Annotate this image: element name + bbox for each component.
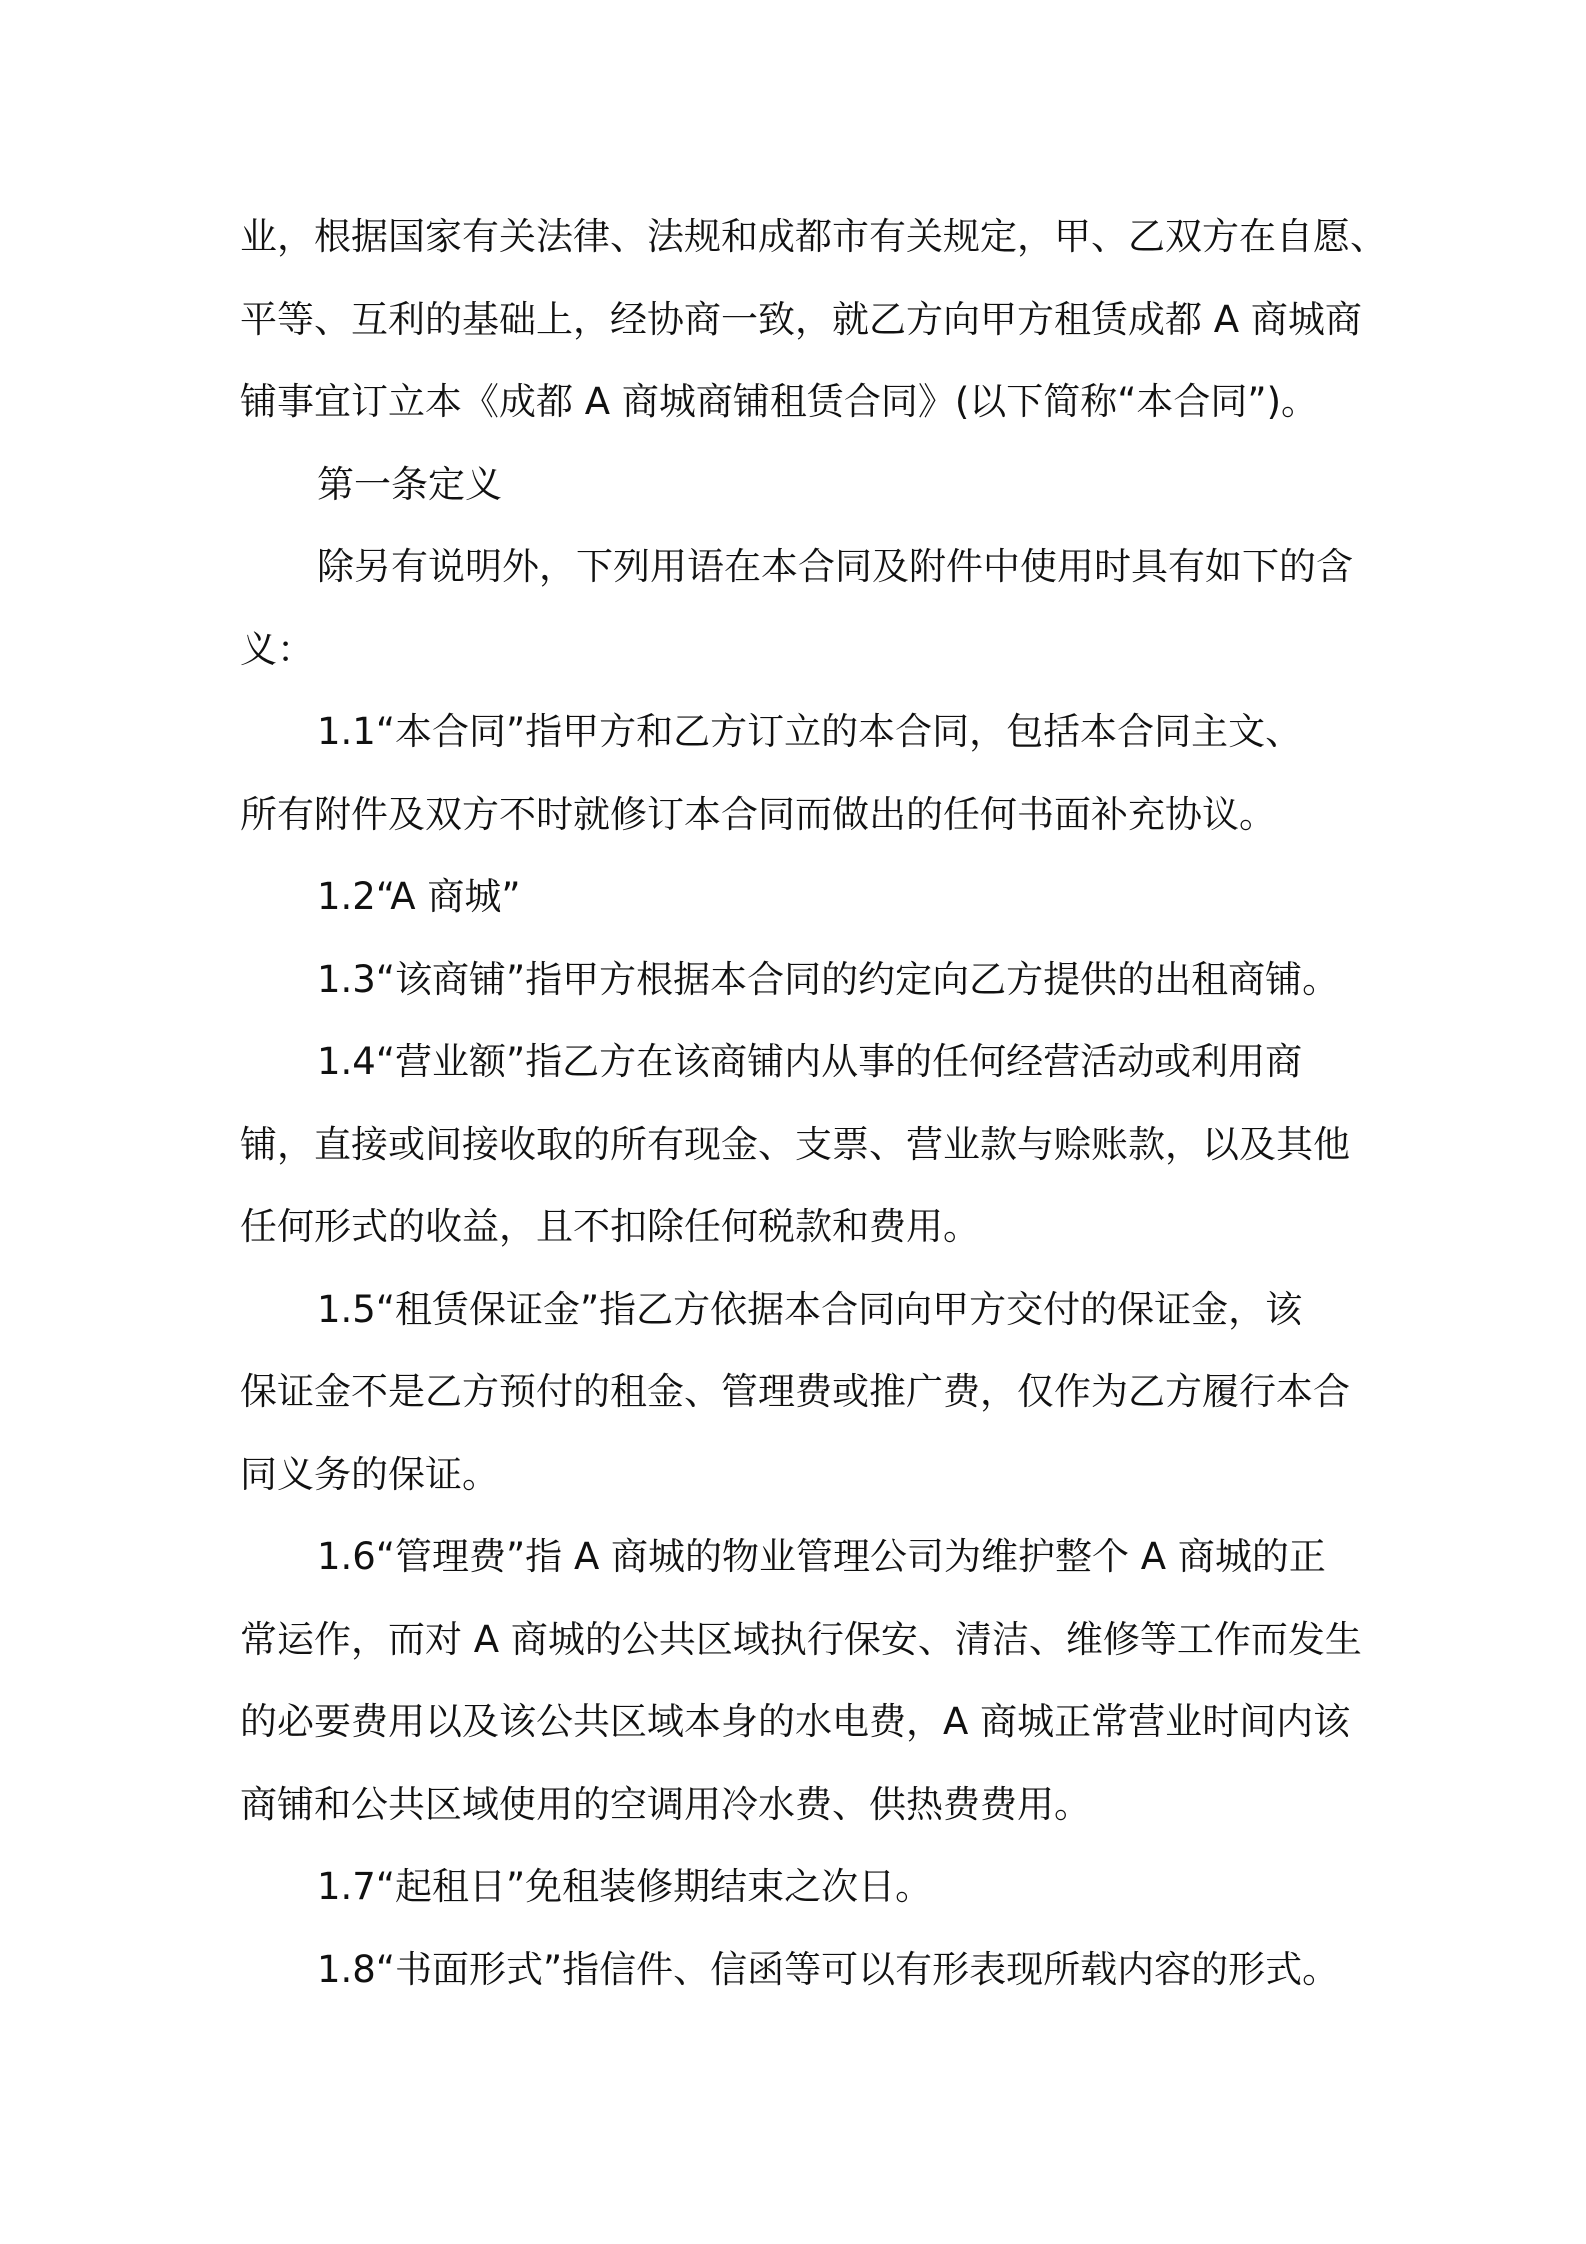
text-line: 除另有说明外，下列用语在本合同及附件中使用时具有如下的含 [317,545,1353,588]
clause-1-4: 1.4“营业额”指乙方在该商铺内从事的任何经营活动或利用商 [317,1040,1303,1083]
text-line: 同义务的保证。 [240,1452,499,1496]
clause-1-1: 1.1“本合同”指甲方和乙方订立的本合同，包括本合同主文、 [317,710,1303,753]
section-heading: 第一条定义 [317,462,502,506]
text-line: 铺事宜订立本《成都 A 商城商铺租赁合同》(以下简称“本合同”)。 [240,380,1319,423]
clause-1-7: 1.7“起租日”免租装修期结束之次日。 [317,1865,933,1908]
text-line: 业，根据国家有关法律、法规和成都市有关规定，甲、乙双方在自愿、 [240,215,1387,258]
text-line: 铺，直接或间接收取的所有现金、支票、营业款与赊账款，以及其他 [240,1122,1350,1166]
text-line: 的必要费用以及该公共区域本身的水电费，A 商城正常营业时间内该 [240,1700,1351,1743]
text-line: 所有附件及双方不时就修订本合同而做出的任何书面补充协议。 [240,792,1276,836]
document-page [240,196,1387,2011]
text-line: 义： [240,627,314,671]
clause-1-2: 1.2“A 商城” [317,875,521,918]
text-line: 商铺和公共区域使用的空调用冷水费、供热费费用。 [240,1782,1091,1826]
clause-1-6: 1.6“管理费”指 A 商城的物业管理公司为维护整个 A 商城的正 [317,1535,1326,1578]
text-line: 保证金不是乙方预付的租金、管理费或推广费，仅作为乙方履行本合 [240,1370,1350,1413]
text-line: 任何形式的收益，且不扣除任何税款和费用。 [240,1205,980,1248]
text-line: 平等、互利的基础上，经协商一致，就乙方向甲方租赁成都 A 商城商 [240,297,1362,341]
text-line: 常运作，而对 A 商城的公共区域执行保安、清洁、维修等工作而发生 [240,1617,1362,1661]
clause-1-5: 1.5“租赁保证金”指乙方依据本合同向甲方交付的保证金，该 [317,1287,1303,1331]
clause-1-8: 1.8“书面形式”指信件、信函等可以有形表现所载内容的形式。 [317,1947,1340,1991]
clause-1-3: 1.3“该商铺”指甲方根据本合同的约定向乙方提供的出租商铺。 [317,957,1340,1001]
